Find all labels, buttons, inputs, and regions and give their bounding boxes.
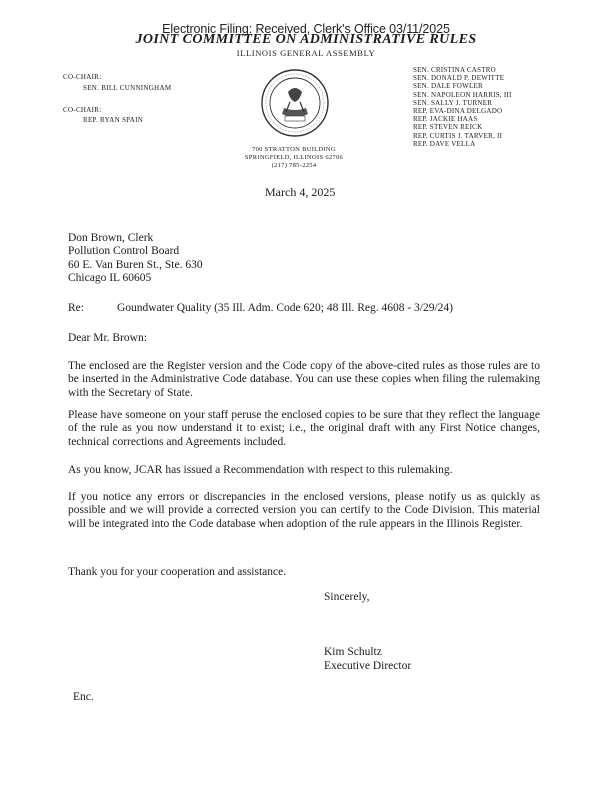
member-item: REP. STEVEN REICK xyxy=(413,123,483,132)
address-line: 700 STRATTON BUILDING xyxy=(252,146,336,153)
body-paragraph: As you know, JCAR has issued a Recommendation with respect to this rulemaking. xyxy=(68,464,453,476)
member-item: REP. CURTIS J. TARVER, II xyxy=(413,131,503,140)
body-paragraph: The enclosed are the Register version and the Code copy of the above-cited rules as those rules are to be inserted in the Administrative Code database. You can use these copies when filing the rulemaking with the Secretary of State. xyxy=(68,360,540,399)
assembly-name: ILLINOIS GENERAL ASSEMBLY xyxy=(236,48,376,58)
state-seal-icon xyxy=(260,68,330,138)
member-list xyxy=(413,66,512,148)
recipient-line: Chicago IL 60605 xyxy=(68,272,152,285)
subject-line: Goundwater Quality (35 Ill. Adm. Code 620; 48 Ill. Reg. 4608 - 3/29/24) xyxy=(117,302,454,314)
member-item: SEN. DALE FOWLER xyxy=(413,82,483,91)
enclosure-note: Enc. xyxy=(73,691,94,703)
recipient-line: Don Brown, Clerk xyxy=(68,232,154,244)
member-item: REP. EVA-DINA DELGADO xyxy=(413,107,503,116)
cochair-2-label: CO-CHAIR: xyxy=(63,106,102,114)
committee-address xyxy=(0,146,588,170)
body-paragraph: If you notice any errors or discrepancies in the enclosed versions, please notify us as quickly as possible and we will provide a corrected version you can certify to the Code Division. This material will be integrated into the Code database when adoption of the rule appears in the Illinois Register. xyxy=(68,491,540,530)
body-paragraph: Thank you for your cooperation and assistance. xyxy=(68,566,287,578)
member-item: SEN. DONALD P. DEWITTE xyxy=(413,74,505,83)
closing: Sincerely, xyxy=(324,591,370,603)
salutation: Dear Mr. Brown: xyxy=(68,332,147,344)
recipient-line: 60 E. Van Buren St., Ste. 630 xyxy=(68,258,203,271)
member-item: SEN. SALLY J. TURNER xyxy=(413,98,493,107)
cochair-1-label: CO-CHAIR: xyxy=(63,73,102,81)
address-line: (217) 785-2254 xyxy=(271,162,317,169)
organization-name: JOINT COMMITTEE ON ADMINISTRATIVE RULES xyxy=(135,32,477,47)
filing-stamp: Electronic Filing: Received, Clerk's Office 03/11/2025 xyxy=(162,22,450,36)
letter-date: March 4, 2025 xyxy=(265,185,336,199)
member-item: SEN. NAPOLEON HARRIS, III xyxy=(413,90,512,99)
member-item: SEN. CRISTINA CASTRO xyxy=(413,66,496,74)
cochair-1-name: SEN. BILL CUNNINGHAM xyxy=(83,84,172,92)
recipient-line: Pollution Control Board xyxy=(68,245,180,258)
body-paragraph: Please have someone on your staff peruse the enclosed copies to be sure that they reflect the language of the rule as you now understand it to exist; i.e., the original draft with any First Notice changes, technical corrections and Agreements included. xyxy=(68,409,540,448)
signer-title: Executive Director xyxy=(324,660,412,672)
address-line: SPRINGFIELD, ILLINOIS 62706 xyxy=(244,154,344,161)
recipient-block xyxy=(68,232,203,286)
cochair-2-name: REP. RYAN SPAIN xyxy=(83,116,144,124)
member-item: REP. JACKIE HAAS xyxy=(413,115,478,124)
member-item: REP. DAVE VELLA xyxy=(413,139,476,148)
signer-name: Kim Schultz xyxy=(324,646,382,658)
subject-label: Re: xyxy=(68,302,84,314)
